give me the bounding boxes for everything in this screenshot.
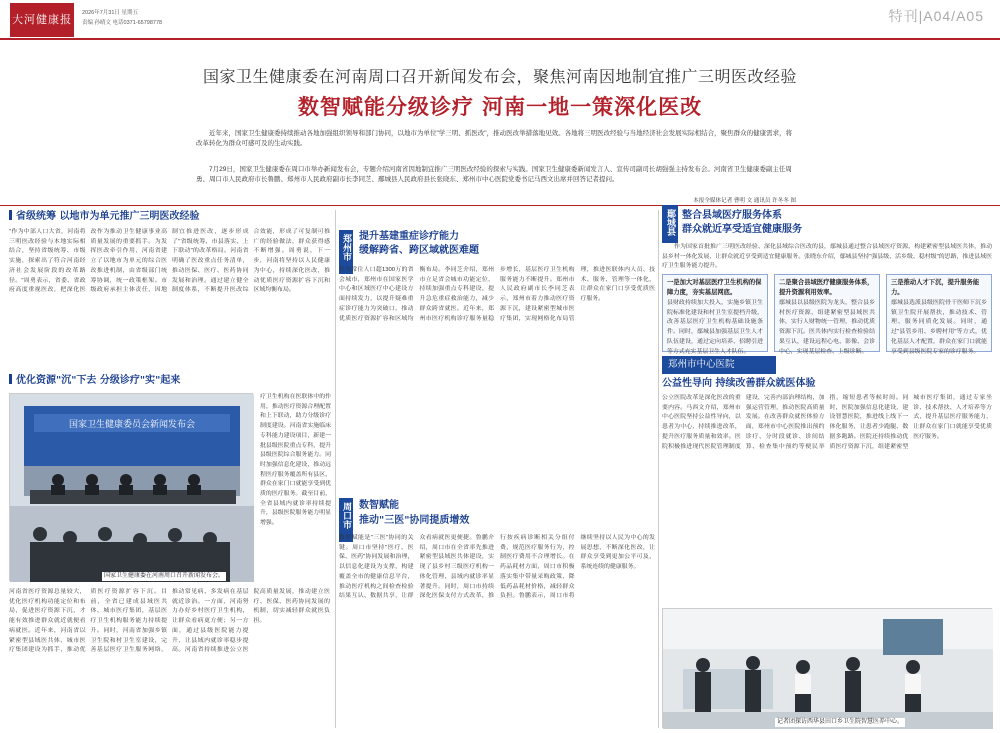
dancheng-box-2 [774,274,880,355]
zhongxin-title: 公益性导向 持续改善群众就医体验 [662,378,816,389]
section-title-provincial: 省级统筹 以地市为单元推广三明医改经验 [9,210,339,223]
dancheng-intro: 作为国家首批推广三明医改经验、深化县域综合医改的县，鄢城县通过整合县域医疗资源，构建紧密型县域医共体，推动县乡村一体化发展，让群众就近享受到适宜健康服务。张晓东介绍，鄢城县坚持"强县级、活乡级、稳村级"的思路，推进县域医疗卫生服务能力提升。 [662,244,992,270]
editor-line: 责编 孙晴文 电话0371-65798778 [82,20,163,26]
box1-title: 一是加大对基层医疗卫生机构的保障力度，夯实基层网底。 [667,279,762,296]
press-conference-photo [9,393,253,581]
box3-title: 三是推动人才下沉，提升服务能力。 [891,279,980,296]
section-title-resources: 优化资源"沉"下去 分级诊疗"实"起来 [9,374,339,387]
box1-body: 县财政持续加大投入，实施乡镇卫生院标准化建设和村卫生室提档升级，改善基层医疗卫生机构基础设施条件。同时，鄢城县加强基层卫生人才队伍建设，通过定向培养、招聘引进等方式充实基层卫生人才队伍。 [667,300,763,355]
press-conference-illustration [10,394,254,582]
zhengzhou-body: 作为常住人口超1300万的省会城市，郑州市在国家医学中心和区域医疗中心建设方面持续发力，以提升疑难重症诊疗能力为突破口，推动优质医疗资源扩容和区域均衡布局。李同芝介绍，郑州市立足省会城市功能定位，持续加强重点专科建设，提升急危重症救治能力，减少群众跨省就医。近年来，郑州市医疗机构诊疗服务量稳步增长，基层医疗卫生机构服务能力不断提升。郑州市人民政府副市长李同芝表示，郑州市着力推动医疗资源下沉，建设紧密型城市医疗集团，实现网格化布局管理，推进医联体内人员、技术、服务、管理等一体化，让群众在家门口享受优质医疗服务。 [339,267,655,322]
zhengzhou-title-line1: 提升基建重症诊疗能力 [359,231,459,242]
photo-caption: 记者团探访西华县田口乡卫生院智慧医养中心。 [777,719,904,725]
photo-caption: 国家卫生健康委在河南周口召开新闻发布会。 [104,573,225,579]
box2-title: 二是聚合县域医疗健康服务体系，提升资源利用效率。 [779,279,874,296]
section-body-provincial: "作为中部人口大省，河南将三明医改经验与本地实际相结合，坚持省级统筹、市级实施，探索出了符合河南经济社会发展阶段的改革路径。"周勇表示，省委、省政府高度重视医改，把深化医改作为推动卫生健康事业高质量发展的重要抓手。为发挥医改牵引作用，河南省建立了以地市为单元的综合医改推进机制，由省级部门统筹协调，统一政策框架。市级政府承担主体责任，因地制宜推进医改，逐步形成了"省级统筹、市县落实、上下联动"的改革格局。河南省明确了医改重点任务清单，推动医保、医疗、医药协同发展和治理。通过建立健全制度体系，不断提升医改综合效能，形成了可复制可推广的经验做法，群众获得感不断增强。周勇说，下一步，河南将坚持以人民健康为中心，持续深化医改，推动优质医疗资源扩容下沉和区域均衡布局。 [9,229,330,294]
tag-zhoukou: 周口市 [339,498,353,542]
section-body-resources: 河南省医疗资源总量较大，优化医疗机构功能定位和布局，促进医疗资源下沉，才能有效推进群众就近就便看病就医。近年来，河南省以紧密型县域医共体、城市医疗集团建设为抓手，推动优质医疗资源扩容下沉。目前，全省已建成县域医共体、城市医疗集团，基层医疗卫生机构服务能力持续提升。同时，河南省加强乡镇卫生院和村卫生室建设，完善基层医疗卫生服务网络，推动常见病、多发病在基层就近诊治。一方面，河南努力办好乡村医疗卫生机构，让群众看病更方便；另一方面，通过县级医院能力提升，让县域内就诊率稳步提高。河南省持续推进公立医院高质量发展，推动建立医疗、医保、医药协同发展的机制，切实减轻群众就医负担。 [9,589,330,654]
dancheng-box-1 [662,274,768,355]
page-label: 特刊|A04/A05 [888,8,984,24]
masthead-logo: 大河健康报 [10,3,74,37]
dancheng-title-line2: 群众就近享受适宜健康服务 [682,224,802,235]
lead-paragraph-2: 7月29日，国家卫生健康委在周口市举办新闻发布会，专题介绍河南省因地制宜推广三明医改经验的探索与实践。国家卫生健康委新闻发言人、宣传司副司长胡强强主持发布会。河南省卫生健康委副主任周勇、周口市人民政府市长鲁鹏、郑州市人民政府副市长李同芝、鄢城县人民政府县长张晓东、郑州市中心医院党委书记马西文出席并回答记者提问。 [196,166,792,184]
dancheng-title-line1: 整合县域医疗服务体系 [682,210,782,221]
zhoukou-body: 数智赋能是"三医"协同的关键。周口市坚持"医疗、医保、医药"协同发展和治理，以信息化建设为支撑，构建覆盖全市的健康信息平台，推动医疗机构之间检查检验结果互认、数据共享，让群众看病就医更便捷。鲁鹏介绍，周口市在全省率先推进紧密型县域医共体建设，实现了县乡村三级医疗机构一体化管理，县域内就诊率显著提升。同时，周口市持续深化医保支付方式改革，推行按疾病诊断相关分组付费，规范医疗服务行为，控制医疗费用不合理增长。在药品耗材方面，周口市积极落实集中带量采购政策，降低药品耗材价格，减轻群众负担。鲁鹏表示，周口市将继续坚持以人民为中心的发展思想，不断深化医改，让群众享受到更加公平可及、系统连续的健康服务。 [339,535,655,600]
zhongxin-band: 郑州市中心医院 [662,356,776,374]
zhongxin-body: 公立医院改革是深化医改的重要内容。马西文介绍，郑州市中心医院坚持公益性导向，以患者为中心，持续推进改革，提升医疗服务质量和效率。医院积极推进现代医院管理制度建设，完善内部治理结构，加强运营管理，推动医院高质量发展。在改善群众就医体验方面，郑州市中心医院推出预约诊疗、分时段就诊、诊间结算、检查集中预约等便民举措，缩短患者等候时间。同时，医院加强信息化建设，建设智慧医院，推进线上线下一体化服务，让患者少跑腿、数据多跑路。医院还持续推动优质医疗资源下沉，组建紧密型城市医疗集团，通过专家坐诊、技术帮扶、人才培养等方式，提升基层医疗服务能力，让群众在家门口就能享受优质医疗服务。 [662,395,992,450]
dancheng-box-3 [886,274,992,355]
clinic-visit-illustration [663,609,993,729]
page-header [0,0,1000,40]
backdrop-banner-text: 国家卫生健康委员会新闻发布会 [68,420,196,430]
lead-paragraph-1: 近年来，国家卫生健康委持续推动各地加强组织领导和部门协同，以地市为单位"学三明、抓医改"，推动医改举措落地见效。各地将三明医改经验与当地经济社会发展实际相结合，聚焦群众的健康需求，将改革转化为群众可感可及的生动实践。 [196,130,793,148]
section-body-resources-side: 疗卫生机构在医联体中的作用，推动医疗资源合理配置和上下联动，助力分级诊疗制度建设。河南省实施临床专科能力建设项目，新建一批县级医院重点专科，提升县级医院综合服务能力。同时加强信息化建设，推动远程医疗服务覆盖所有县区，群众在家门口就能享受到优质的医疗服务。截至目前，全省县域内就诊率持续提升，县级医院服务能力明显增强。 [260,394,331,527]
headline-kicker: 国家卫生健康委在河南周口召开新闻发布会，聚焦河南因地制宜推广三明医改经验 [202,67,797,86]
headline-main: 数智赋能分级诊疗 河南一地一策深化医改 [297,95,703,119]
date-line: 2026年7月31日 星期五 [82,10,138,16]
zhengzhou-title-line2: 缓解跨省、跨区域就医难题 [359,245,479,256]
tag-dancheng: 鄢城县 [662,205,678,243]
zhoukou-title-line1: 数智赋能 [359,500,399,511]
clinic-visit-photo [662,608,992,728]
byline: 本报全媒体记者 曹明 文 通讯员 许冬冬 图 [693,198,796,204]
box2-body: 鄢城县以县级医院为龙头，整合县乡村医疗资源，组建紧密型县域医共体，实行人财物统一管理，推动优质资源下沉。医共体内实行检查检验结果互认，建设远程心电、影像、会诊中心，实现基层检查、上级诊断。 [779,300,875,355]
zhoukou-title-line2: 推动"三医"协同提质增效 [359,515,470,526]
divider [0,205,1000,206]
column-divider [335,210,336,728]
column-divider [658,210,659,728]
box3-body: 鄢城县选派县级医院骨干医师下沉乡镇卫生院开展帮扶，推动技术、管理、服务同质化发展。同时，通过"县管乡用、乡聘村用"等方式，优化基层人才配置，群众在家门口就能享受到县级医院专家的诊疗服务。 [891,300,987,355]
tag-zhengzhou: 郑州市 [339,230,353,274]
